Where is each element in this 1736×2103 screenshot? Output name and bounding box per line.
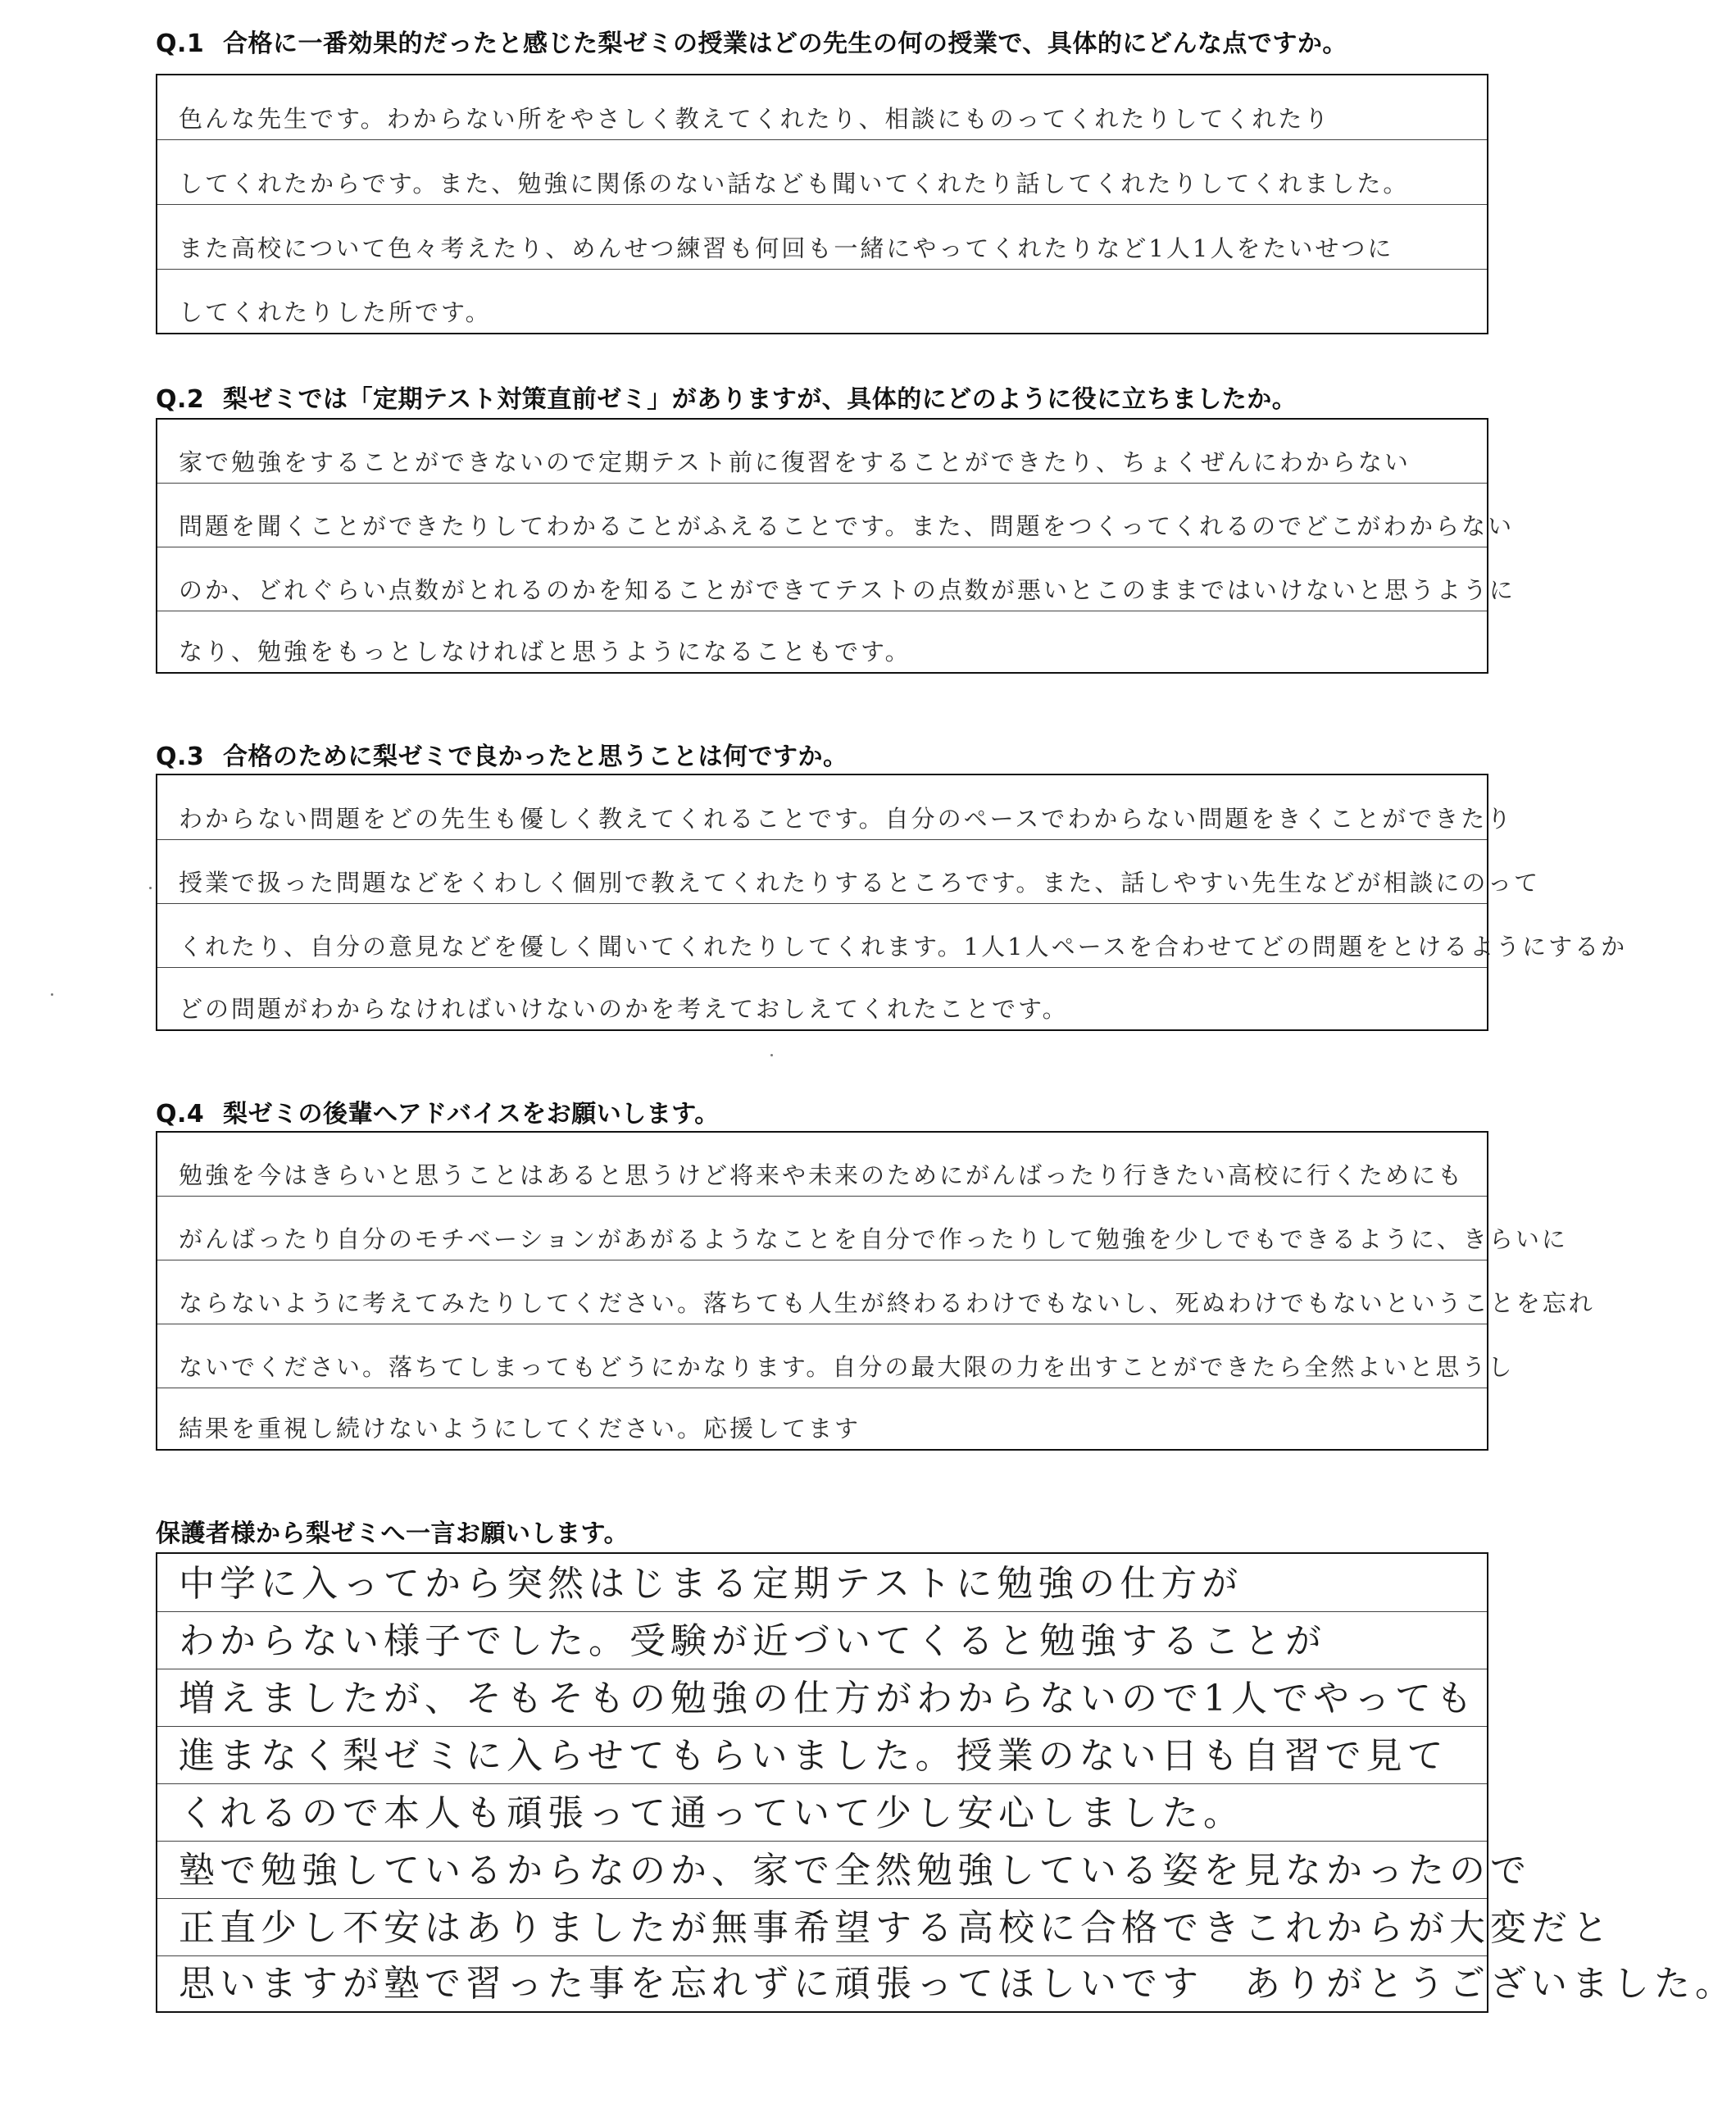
- question-1-number: Q.1: [156, 30, 205, 58]
- handwritten-text: 結果を重視し続けないようにしてください。応援してます: [179, 1415, 861, 1442]
- answer-line: [157, 840, 1541, 904]
- answer-line: [157, 484, 1515, 547]
- question-1-text: 合格に一番効果的だったと感じた梨ゼミの授業はどの先生の何の授業で、具体的にどんな点ですか。: [223, 30, 1347, 58]
- handwritten-text: 家で勉強をすることができないので定期テスト前に復習をすることができたり、ちょくぜんにわからない: [179, 448, 1411, 476]
- answer-line: [157, 1388, 1487, 1449]
- answer-line: [157, 1260, 1595, 1324]
- question-2-number: Q.2: [156, 385, 205, 414]
- handwritten-text: ならないように考えてみたりしてください。落ちても人生が終わるわけでもないし、死ぬわけでもないということを忘れ: [179, 1289, 1595, 1317]
- question-2-text: 梨ゼミでは「定期テスト対策直前ゼミ」がありますが、具体的にどのように役に立ちましたか。: [223, 385, 1297, 414]
- answer-line: [157, 968, 1487, 1029]
- answer-line: [157, 1956, 1736, 2011]
- answer-line: [157, 1727, 1487, 1784]
- handwritten-text: 進まなく梨ゼミに入らせてもらいました。授業のない日も自習で見て: [179, 1735, 1448, 1777]
- answer-line: [157, 1612, 1487, 1669]
- answer-line: [157, 420, 1487, 484]
- handwritten-text: 授業で扱った問題などをくわしく個別で教えてくれたりするところです。また、話しやすい先生などが相談にのって: [179, 869, 1541, 897]
- answer-line: [157, 1669, 1487, 1727]
- handwritten-text: 勉強を今はきらいと思うことはあると思うけど将来や未来のためにがんばったり行きたい高校に行くためにも: [179, 1161, 1465, 1189]
- handwritten-text: わからない問題をどの先生も優しく教えてくれることです。自分のペースでわからない問題をきくことができたり: [179, 805, 1514, 833]
- question-4-answer-box: [156, 1131, 1595, 1451]
- question-2-answer-box: [156, 418, 1516, 674]
- handwritten-text: ないでください。落ちてしまってもどうにかなります。自分の最大限の力を出すことができたら全然よいと思うし: [179, 1353, 1515, 1381]
- answer-line: [157, 1784, 1487, 1842]
- handwritten-text: 増えましたが、そもそもの勉強の仕方がわからないので1人でやっても: [179, 1678, 1477, 1719]
- answer-line: [157, 140, 1487, 205]
- handwritten-text: くれたり、自分の意見などを優しく聞いてくれたりしてくれます。1人1人ペースを合わせてどの問題をとけるようにするか: [179, 933, 1628, 961]
- handwritten-text: 中学に入ってから突然はじまる定期テストに勉強の仕方が: [179, 1563, 1243, 1605]
- handwritten-text: 思いますが塾で習った事を忘れずに頑張ってほしいです ありがとうございました。: [179, 1963, 1736, 2005]
- question-4-number: Q.4: [156, 1100, 205, 1129]
- handwritten-text: してくれたからです。また、勉強に関係のない話なども聞いてくれたり話してくれたりしてくれました。: [179, 170, 1410, 198]
- question-3-text: 合格のために梨ゼミで良かったと思うことは何ですか。: [223, 743, 848, 771]
- answer-line: [157, 205, 1487, 270]
- handwritten-text: がんばったり自分のモチベーションがあがるようなことを自分で作ったりして勉強を少しでもできるように、きらいに: [179, 1225, 1568, 1253]
- question-2-title: [156, 379, 1297, 415]
- handwritten-text: のか、どれぐらい点数がとれるのかを知ることができてテストの点数が悪いとこのままではいけないと思うように: [179, 576, 1516, 604]
- parent-title: 保護者様から梨ゼミへ一言お願いします。: [156, 1519, 629, 1548]
- answer-line: [157, 1899, 1613, 1956]
- handwritten-text: 塾で勉強しているからなのか、家で全然勉強している姿を見なかったので: [179, 1850, 1531, 1892]
- handwritten-text: くれるので本人も頑張って通っていて少し安心しました。: [179, 1792, 1244, 1834]
- answer-line: [157, 1197, 1568, 1260]
- answer-line: [157, 1842, 1531, 1899]
- handwritten-text: どの問題がわからなければいけないのかを考えておしえてくれたことです。: [179, 995, 1069, 1023]
- question-4-text: 梨ゼミの後輩へアドバイスをお願いします。: [223, 1100, 720, 1129]
- question-1-answer-box: [156, 74, 1488, 334]
- scan-speck: [51, 993, 53, 996]
- answer-line: [157, 1324, 1515, 1388]
- answer-line: [157, 775, 1514, 840]
- handwritten-text: わからない様子でした。受験が近づいてくると勉強することが: [179, 1620, 1326, 1662]
- handwritten-text: 色んな先生です。わからない所をやさしく教えてくれたり、相談にものってくれたりしてくれたり: [179, 105, 1331, 133]
- parent-answer-box: [156, 1552, 1736, 2013]
- handwritten-text: してくれたりした所です。: [179, 298, 492, 326]
- scan-speck: [149, 887, 152, 889]
- answer-line: [157, 1554, 1487, 1612]
- answer-line: [157, 904, 1628, 968]
- question-3-title: [156, 736, 848, 772]
- handwritten-text: 問題を聞くことができたりしてわかることがふえることです。また、問題をつくってくれるのでどこがわからない: [179, 512, 1515, 540]
- handwritten-text: 正直少し不安はありましたが無事希望する高校に合格できこれからが大変だと: [179, 1907, 1613, 1949]
- answer-line: [157, 1133, 1487, 1197]
- answer-line: [157, 270, 1487, 333]
- question-1-title: [156, 23, 1347, 59]
- scan-speck: [770, 1054, 773, 1056]
- handwritten-text: なり、勉強をもっとしなければと思うようになることもです。: [179, 638, 911, 665]
- question-3-number: Q.3: [156, 743, 205, 771]
- answer-line: [157, 75, 1487, 140]
- answer-line: [157, 547, 1516, 611]
- question-4-title: [156, 1093, 720, 1129]
- handwritten-text: また高校について色々考えたり、めんせつ練習も何回も一緒にやってくれたりなど1人1人をたいせつに: [179, 234, 1394, 262]
- answer-line: [157, 611, 1487, 672]
- question-3-answer-box: [156, 774, 1628, 1031]
